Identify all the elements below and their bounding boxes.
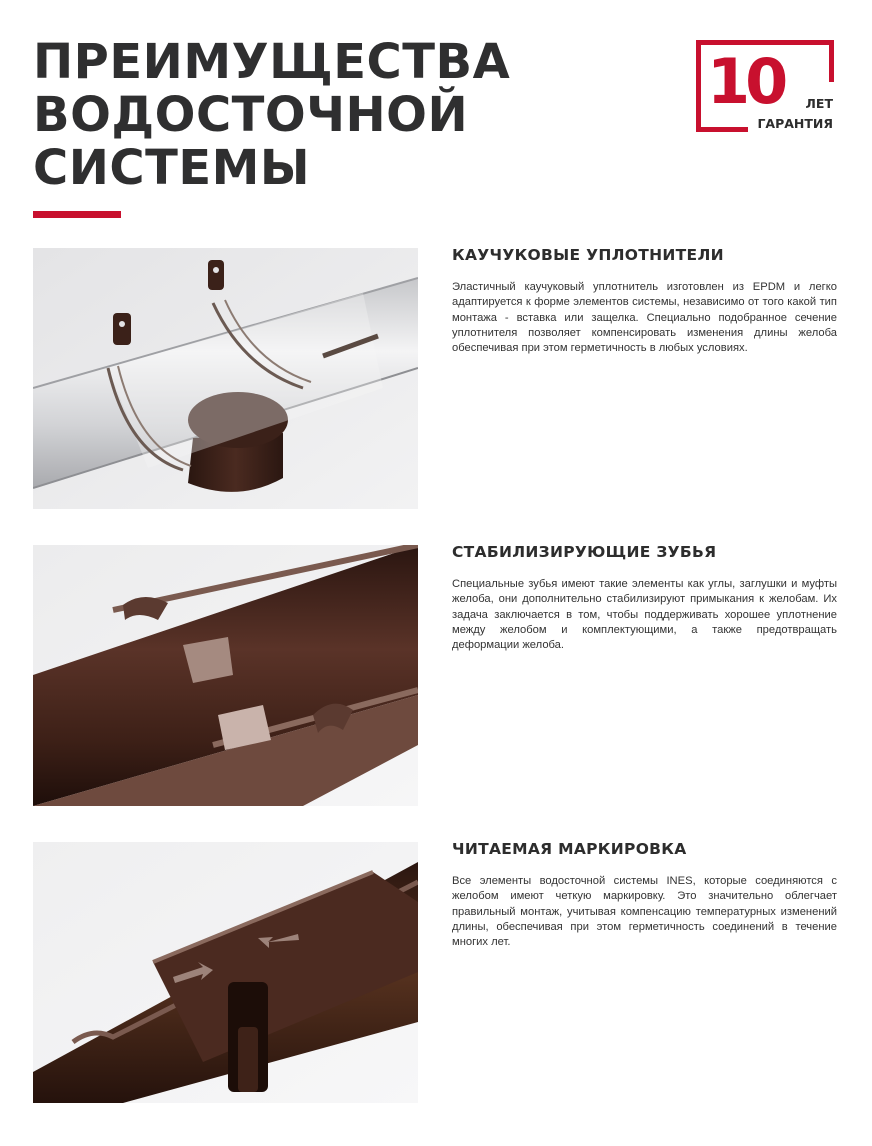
feature-text-readable-marking: Все элементы водосточной системы INES, которые соединяются с желобом имеют четкую маркировку. Это значительно облегчает правильный монтаж, учитывая компенсацию температурных изменений длины, обеспечивая при этом герметичность соединений в течение многих лет. xyxy=(452,875,837,949)
gutter-seal-illustration xyxy=(33,248,418,509)
badge-frame-left xyxy=(696,40,701,132)
title-line-1: ПРЕИМУЩЕСТВА xyxy=(33,34,511,90)
feature-heading-stabilizing-teeth: СТАБИЛИЗИРУЮЩИЕ ЗУБЬЯ xyxy=(452,543,717,561)
feature-heading-readable-marking: ЧИТАЕМАЯ МАРКИРОВКА xyxy=(452,840,687,858)
badge-frame-bottom xyxy=(696,127,748,132)
badge-frame-right xyxy=(829,40,834,82)
warranty-years-label: ЛЕТ xyxy=(805,96,833,111)
title-line-3: СИСТЕМЫ xyxy=(33,140,311,196)
warranty-years: 10 xyxy=(707,45,784,118)
warranty-label: ГАРАНТИЯ xyxy=(757,116,833,131)
page-title xyxy=(33,36,510,195)
rubber-seal-image xyxy=(33,248,418,509)
feature-text-rubber-seals: Эластичный каучуковый уплотнитель изготовлен из EPDM и легко адаптируется к форме элементов системы, независимо от того какой тип монтажа - вставка или защелка. Специально подобранное сечение уплотнителя позволяет компенсировать изменения длины желоба обеспечивая при этом герметичность в любых условиях. xyxy=(452,281,837,355)
title-underline xyxy=(33,211,121,218)
readable-marking-image xyxy=(33,842,418,1103)
feature-heading-rubber-seals: КАУЧУКОВЫЕ УПЛОТНИТЕЛИ xyxy=(452,246,724,264)
gutter-teeth-illustration xyxy=(33,545,418,806)
feature-text-stabilizing-teeth: Специальные зубья имеют такие элементы как углы, заглушки и муфты желоба, они дополнительно стабилизируют примыкания к желобам. Их задача заключается в том, чтобы поддерживать хорошее уплотнение между желобом и комплектующими, а также предотвращать деформации желоба. xyxy=(452,578,837,652)
gutter-marking-illustration xyxy=(33,842,418,1103)
stabilizing-teeth-image xyxy=(33,545,418,806)
title-line-2: ВОДОСТОЧНОЙ xyxy=(33,87,469,143)
warranty-badge xyxy=(696,40,834,132)
